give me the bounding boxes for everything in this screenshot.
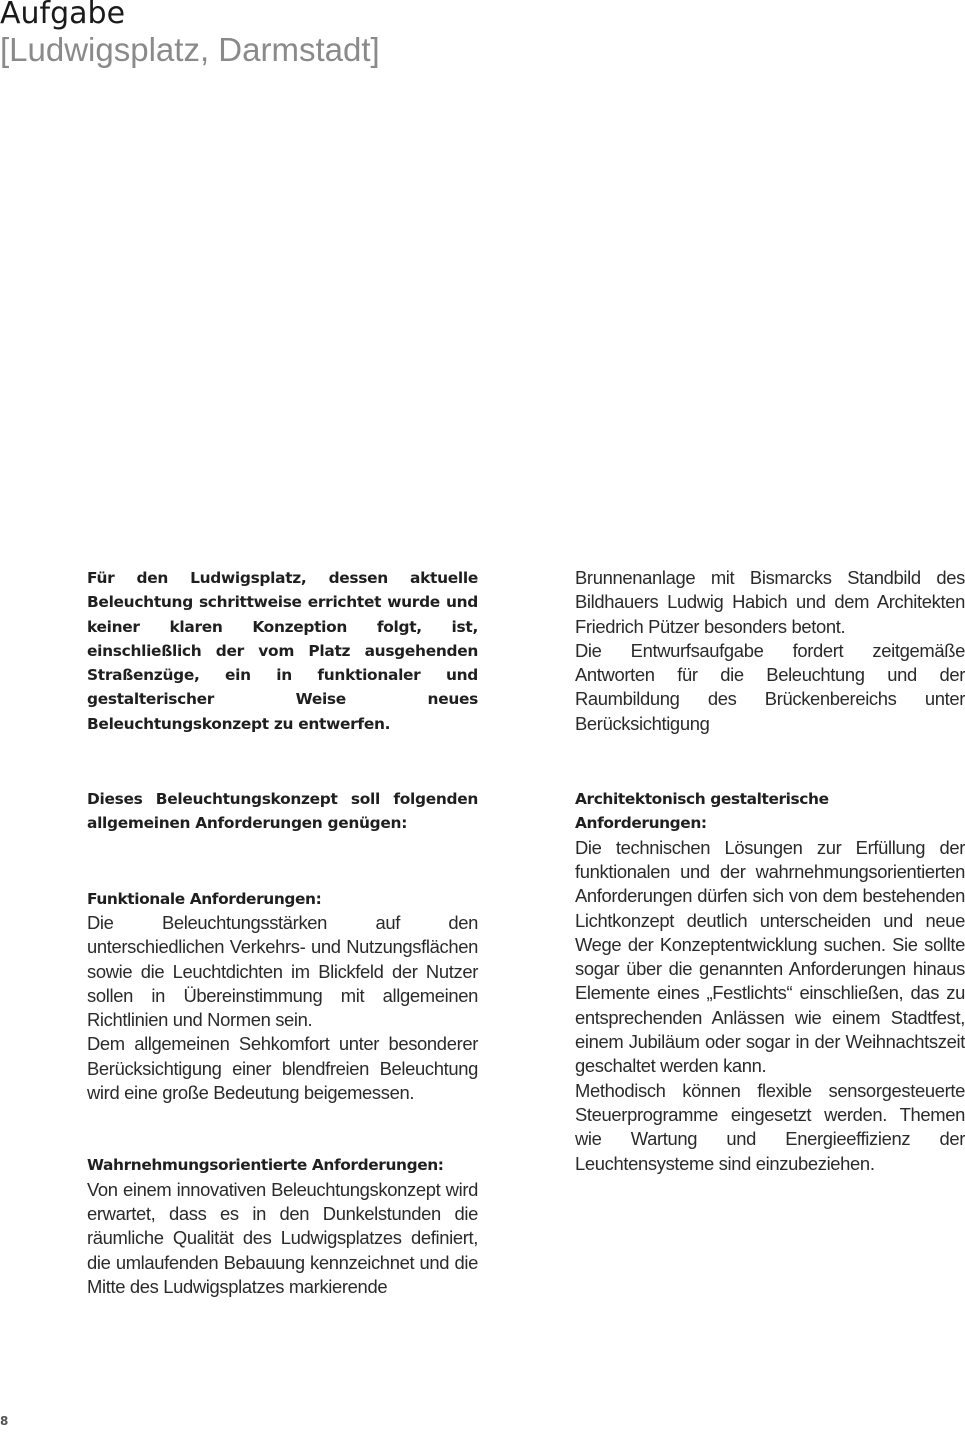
architectural-heading: Architektonisch gestalterische Anforderungen: (575, 790, 829, 833)
continuation-paragraph-2: Die Entwurfsaufgabe fordert zeitgemäße Antworten für die Beleuchtung und der Raumbildung des Brückenbereichs unter Berücksichtigung (575, 639, 965, 734)
page-number: 8 (0, 1414, 9, 1428)
requirements-lead: Dieses Beleuchtungskonzept soll folgenden allgemeinen Anforderungen genügen: (87, 790, 478, 833)
architectural-paragraph-1: Die technischen Lösungen zur Erfüllung der funktionalen und der wahrnehmungsorientierten Anforderungen dürfen sich von dem bestehenden Lichtkonzept deutlich unterscheiden und neue Wege der Konzeptentwicklung suchen. Sie sollte sogar über die genannten Anforderungen hinaus Elemente eines „Festlichts“ einschließen, das zu entsprechenden Anlässen wie einem Stadtfest, einem Jubiläum oder sogar in der Weihnachtszeit geschaltet werden kann. (575, 836, 965, 1077)
functional-paragraph-1: Die Beleuchtungsstärken auf den unterschiedlichen Verkehrs- und Nutzungsflächen sowie die Leuchtdichten im Blickfeld der Nutzer sollen in Übereinstimmung mit allgemeinen Richtlinien und Normen sein. (87, 911, 478, 1031)
right-column (575, 566, 965, 1176)
functional-paragraph-2: Dem allgemeinen Sehkomfort unter besonderer Berücksichtigung einer blendfreien Beleuchtung wird eine große Bedeutung beigemessen. (87, 1033, 478, 1104)
intro-paragraph: Für den Ludwigsplatz, dessen aktuelle Beleuchtung schrittweise errichtet wurde und keiner klaren Konzeption folgt, ist, einschließlich der vom Platz ausgehenden Straßenzüge, ein in funktionaler und gestalterischer Weise neues Beleuchtungskonzept zu entwerfen. (87, 569, 478, 733)
architectural-paragraph-2: Methodisch können flexible sensorgesteuerte Steuerprogramme eingesetzt werden. Themen wie Wartung und Energieeffizienz der Leuchtensysteme sind einzubeziehen. (575, 1079, 965, 1174)
perception-heading: Wahrnehmungsorientierte Anforderungen: (87, 1156, 444, 1175)
functional-heading: Funktionale Anforderungen: (87, 889, 322, 908)
continuation-paragraph: Brunnenanlage mit Bismarcks Standbild des Bildhauers Ludwig Habich und dem Architekten Friedrich Pützer besonders betont. (575, 567, 965, 637)
page-subtitle: [Ludwigsplatz, Darmstadt] (0, 31, 380, 68)
perception-paragraph-1: Von einem innovativen Beleuchtungskonzept wird erwartet, dass es in den Dunkelstunden die räumliche Qualität des Ludwigsplatzes definiert, die umlaufenden Bebauung kennzeichnet und die Mitte des Ludwigsplatzes markierende (87, 1178, 478, 1297)
left-column (87, 566, 478, 1299)
page-title: Aufgabe (0, 0, 126, 31)
